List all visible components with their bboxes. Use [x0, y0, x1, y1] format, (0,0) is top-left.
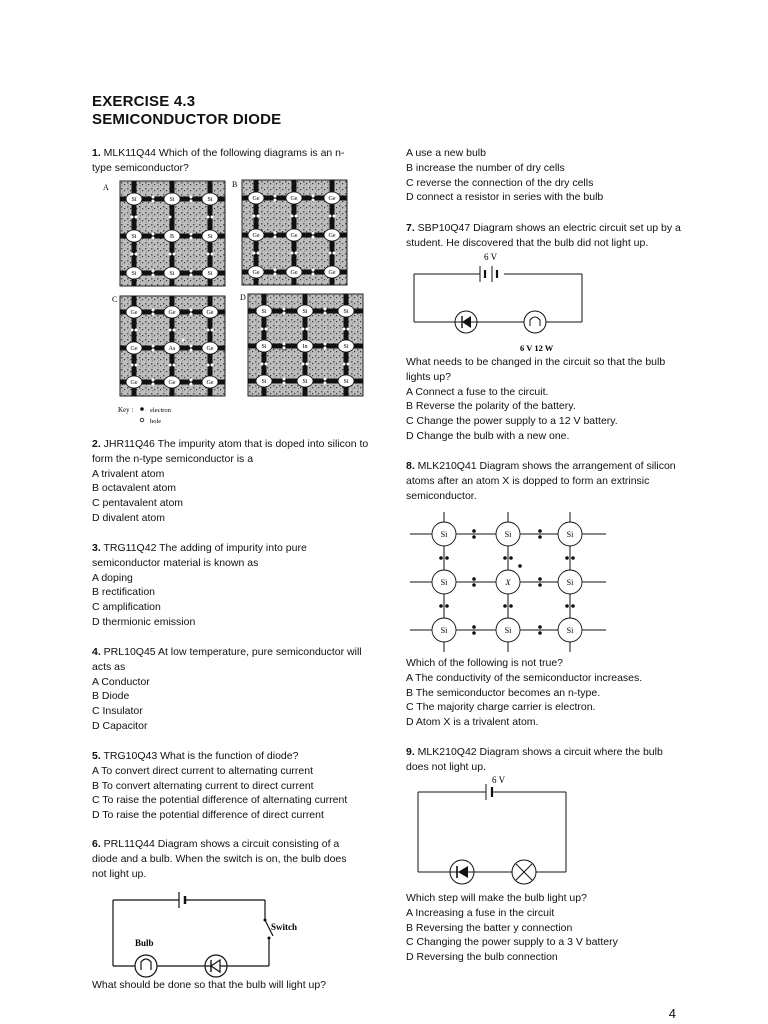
atom-x: X — [505, 578, 511, 587]
option: D Change the bulb with a new one. — [406, 429, 570, 442]
atom: Ge — [328, 270, 336, 276]
question-1 — [92, 146, 362, 176]
question-text: JHR11Q46 The impurity atom that is doped into silicon to form the n-type semiconductor is a — [92, 438, 369, 465]
question-8 — [406, 459, 676, 503]
diagram-label-d: D — [240, 293, 246, 302]
battery-voltage-label: 6 V — [484, 252, 498, 262]
key-legend — [118, 406, 172, 425]
atom: Ge — [290, 196, 298, 202]
atom: Ge — [130, 380, 138, 386]
option: D divalent atom — [92, 511, 165, 524]
option: B increase the number of dry cells — [406, 161, 565, 174]
bulb-rating-label: 6 V 12 W — [520, 343, 554, 353]
key-label: Key : — [118, 406, 134, 414]
lattice-b — [242, 180, 347, 285]
atom: Si — [169, 197, 175, 203]
atom: Ge — [290, 233, 298, 239]
diagram-label-c: C — [112, 295, 118, 304]
atom: Si — [566, 626, 574, 635]
bulb-label: Bulb — [135, 938, 154, 948]
lattice-d — [248, 294, 363, 396]
question-7 — [406, 221, 681, 251]
question-number: 7. — [406, 222, 415, 234]
question-text: MLK210Q42 Diagram shows a circuit where the bulb does not light up. — [406, 746, 663, 773]
question-2 — [92, 437, 372, 526]
option: D To raise the potential difference of direct current — [92, 809, 324, 822]
option: A trivalent atom — [92, 467, 165, 480]
option: B rectification — [92, 586, 156, 599]
question-text: PRL10Q45 At low temperature, pure semiconductor will acts as — [92, 646, 362, 673]
key-hole: hole — [150, 418, 162, 425]
option: C reverse the connection of the dry cells — [406, 176, 594, 189]
option: D thermionic emission — [92, 615, 196, 628]
diode-icon — [205, 955, 227, 977]
question-4 — [92, 645, 362, 734]
question-number: 1. — [92, 147, 101, 159]
atom: Si — [131, 271, 137, 277]
option: C amplification — [92, 601, 161, 614]
atom: Ge — [252, 270, 260, 276]
option: C Insulator — [92, 705, 143, 718]
option: B Reversing the batter y connection — [406, 921, 573, 934]
atom: Si — [504, 530, 512, 539]
atom: Si — [131, 197, 137, 203]
option: A doping — [92, 571, 133, 584]
bulb-cross-icon — [512, 860, 536, 884]
option: A Conductor — [92, 675, 150, 688]
atom: Si — [207, 234, 213, 240]
circuit-q7 — [408, 250, 588, 358]
option: B Reverse the polarity of the battery. — [406, 400, 576, 413]
atom: Si — [302, 309, 308, 315]
atom: Ge — [328, 233, 336, 239]
diode-icon — [450, 860, 474, 884]
atom: Ge — [252, 233, 260, 239]
battery-icon — [480, 266, 497, 282]
silicon-lattice-q8 — [410, 508, 610, 656]
atom: Si — [343, 379, 349, 385]
option: D Capacitor — [92, 719, 148, 732]
option: A To convert direct current to alternating current — [92, 764, 314, 777]
option: B The semiconductor becomes an n-type. — [406, 686, 601, 699]
question-text: MLK210Q41 Diagram shows the arrangement of silicon atoms after an atom X is dopped to form an extrinsic semiconductor. — [406, 460, 676, 502]
atom: Si — [343, 309, 349, 315]
atom: Si — [261, 309, 267, 315]
atom: Si — [302, 379, 308, 385]
electron-dot-icon — [140, 407, 144, 411]
question-text: PRL11Q44 Diagram shows a circuit consisting of a diode and a bulb. When the switch is on, the bulb does not light up. — [92, 838, 347, 880]
lattice-diagrams — [100, 178, 375, 430]
battery-cell-icon — [486, 784, 492, 800]
option: C pentavalent atom — [92, 497, 184, 510]
bulb-icon — [135, 955, 157, 977]
atom: Si — [169, 271, 175, 277]
question-number: 3. — [92, 542, 101, 554]
atom: Si — [207, 271, 213, 277]
atom: As — [168, 346, 176, 352]
atom: Ge — [328, 196, 336, 202]
page-number: 4 — [668, 1006, 676, 1021]
hole-circle-icon — [140, 418, 144, 422]
battery-cell-icon — [179, 892, 185, 908]
atom: Ge — [206, 346, 214, 352]
atom: Si — [440, 626, 448, 635]
option: C Changing the power supply to a 3 V battery — [406, 936, 618, 949]
atom: Ge — [206, 310, 214, 316]
question-6-options — [406, 146, 686, 205]
question-text: SBP10Q47 Diagram shows an electric circuit set up by a student. He discovered that the bulb did not light up. — [406, 222, 681, 249]
option: D Reversing the bulb connection — [406, 951, 558, 964]
option: C To raise the potential difference of alternating current — [92, 794, 348, 807]
atom: Si — [440, 530, 448, 539]
atom: Si — [261, 344, 267, 350]
diagram-label-b: B — [232, 180, 238, 189]
question-number: 4. — [92, 646, 101, 658]
atom: Ge — [252, 196, 260, 202]
option: B octavalent atom — [92, 482, 177, 495]
atom: Ge — [206, 380, 214, 386]
question-text: MLK11Q44 Which of the following diagrams is an n-type semiconductor? — [92, 147, 345, 174]
switch-label: Switch — [271, 922, 298, 932]
atom: Ge — [168, 310, 176, 316]
lattice-a — [120, 181, 225, 286]
atom: Ge — [130, 310, 138, 316]
question-6 — [92, 837, 362, 881]
atom: Ge — [130, 346, 138, 352]
option: A Connect a fuse to the circuit. — [406, 385, 549, 398]
key-electron: electron — [150, 407, 171, 414]
option: A Increasing a fuse in the circuit — [406, 906, 555, 919]
question-prompt: Which step will make the bulb light up? — [406, 892, 587, 904]
exercise-title: EXERCISE 4.3 — [92, 93, 196, 110]
question-prompt: Which of the following is not true? — [406, 657, 563, 669]
circuit-q9 — [410, 772, 575, 890]
topic-title: SEMICONDUCTOR DIODE — [92, 111, 282, 128]
atom: Ge — [168, 380, 176, 386]
question-6-prompt: What should be done so that the bulb will light up? — [92, 979, 327, 991]
question-9-body — [406, 891, 696, 965]
question-7-body — [406, 355, 686, 444]
option: A The conductivity of the semiconductor increases. — [406, 671, 643, 684]
atom: In — [302, 344, 308, 350]
atom: Si — [566, 530, 574, 539]
option: C The majority charge carrier is electron. — [406, 701, 596, 714]
option: C Change the power supply to a 12 V battery. — [406, 415, 618, 428]
question-9 — [406, 745, 676, 775]
question-8-body — [406, 656, 696, 730]
option: D Atom X is a trivalent atom. — [406, 716, 539, 729]
atom: Si — [207, 197, 213, 203]
atom: Ge — [290, 270, 298, 276]
diode-icon — [454, 311, 478, 333]
question-number: 6. — [92, 838, 101, 850]
option: A use a new bulb — [406, 147, 486, 159]
battery-voltage-label: 6 V — [492, 775, 506, 785]
question-number: 9. — [406, 746, 415, 758]
option: D connect a resistor in series with the bulb — [406, 191, 604, 204]
atom: Si — [504, 626, 512, 635]
question-number: 2. — [92, 438, 101, 450]
question-prompt: What needs to be changed in the circuit so that the bulb lights up? — [406, 356, 666, 383]
question-number: 5. — [92, 750, 101, 762]
question-3 — [92, 541, 362, 630]
atom: Si — [131, 234, 137, 240]
question-5 — [92, 749, 382, 823]
question-number: 8. — [406, 460, 415, 472]
lattice-c — [120, 296, 225, 396]
atom: Si — [566, 578, 574, 587]
question-text: TRG11Q42 The adding of impurity into pure semiconductor material is known as — [92, 542, 307, 569]
circuit-q6 — [105, 890, 305, 980]
atom: Si — [261, 379, 267, 385]
atom: Si — [440, 578, 448, 587]
bulb-icon — [524, 311, 546, 333]
diagram-label-a: A — [103, 183, 109, 192]
atom: Si — [343, 344, 349, 350]
atom: B — [169, 234, 175, 240]
option: B To convert alternating current to direct current — [92, 779, 314, 792]
option: B Diode — [92, 690, 130, 703]
question-text: TRG10Q43 What is the function of diode? — [100, 750, 299, 762]
